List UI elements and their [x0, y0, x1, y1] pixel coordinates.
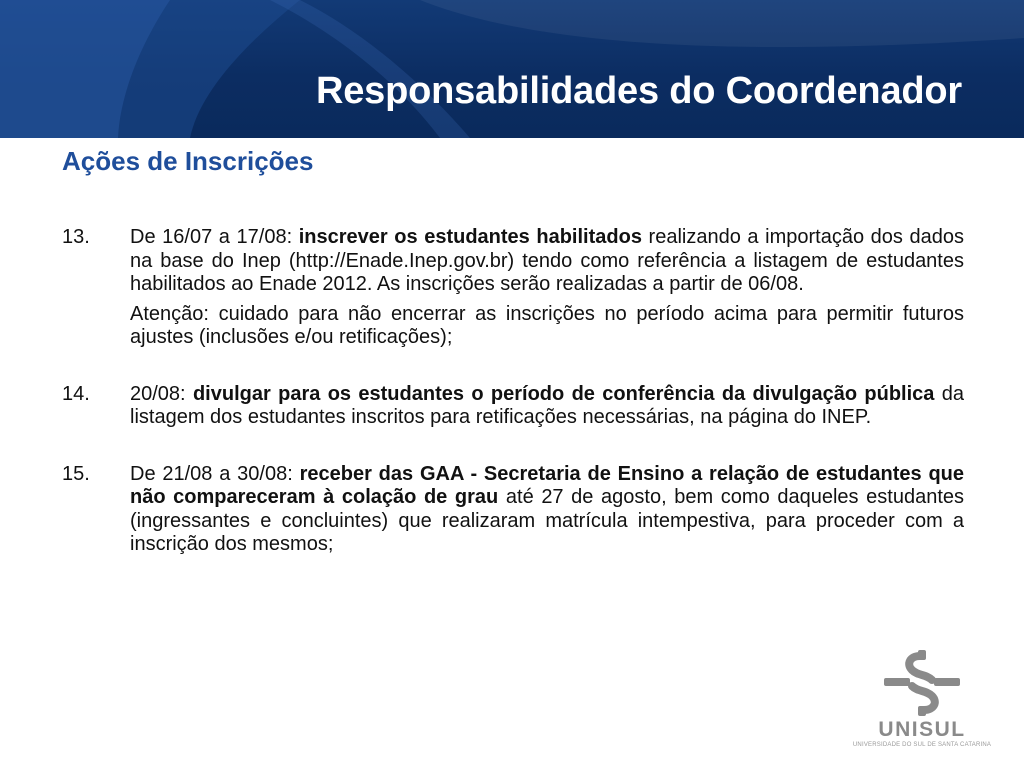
item-highlight: inscrever os estudantes habilitados [298, 226, 642, 248]
responsibilities-list [62, 226, 964, 590]
item-text [130, 226, 964, 297]
item-number: 13. [62, 226, 90, 248]
logo-subtitle: UNIVERSIDADE DO SUL DE SANTA CATARINA [852, 742, 992, 748]
item-lead: De 16/07 a 17/08: [130, 226, 299, 248]
item-highlight: divulgar para os estudantes o período de conferência da divulgação pública [192, 382, 935, 405]
item-rest: até 27 de agosto, bem como daqueles estudantes (ingressantes e concluintes) que realizaram matrícula intempestiva, para proceder com a inscrição dos mesmos; [130, 486, 964, 555]
logo-wordmark: UNISUL [878, 718, 966, 741]
header-swoosh-decoration [0, 0, 1024, 138]
item-text [130, 383, 964, 430]
item-note: Atenção: cuidado para não encerrar as inscrições no período acima para permitir futuros ajustes (inclusões e/ou retificações); [130, 302, 964, 348]
item-lead: De 21/08 a 30/08: [130, 462, 300, 485]
list-item [62, 463, 964, 557]
item-lead: 20/08: [130, 382, 193, 405]
section-title: Ações de Inscrições [62, 146, 314, 176]
item-rest: da listagem dos estudantes inscritos para retificações necessárias, na página do INEP. [130, 382, 965, 428]
header-band [0, 0, 1024, 138]
list-item [62, 226, 964, 350]
unisul-logo-mark-icon [880, 650, 964, 716]
slide-title: Responsabilidades do Coordenador [315, 70, 962, 112]
item-number: 15. [62, 462, 90, 485]
item-number: 14. [62, 382, 90, 405]
unisul-logo [852, 650, 992, 750]
item-text [130, 463, 964, 557]
list-item [62, 383, 964, 430]
item-highlight: receber das GAA - Secretaria de Ensino a relação de estudantes que não compareceram à colação de grau [130, 462, 965, 508]
item-rest: realizando a importação dos dados na base do Inep (http://Enade.Inep.gov.br) tendo como referência a listagem de estudantes habilitados ao Enade 2012. As inscrições serão realizadas a partir de 06/08. [130, 226, 964, 295]
